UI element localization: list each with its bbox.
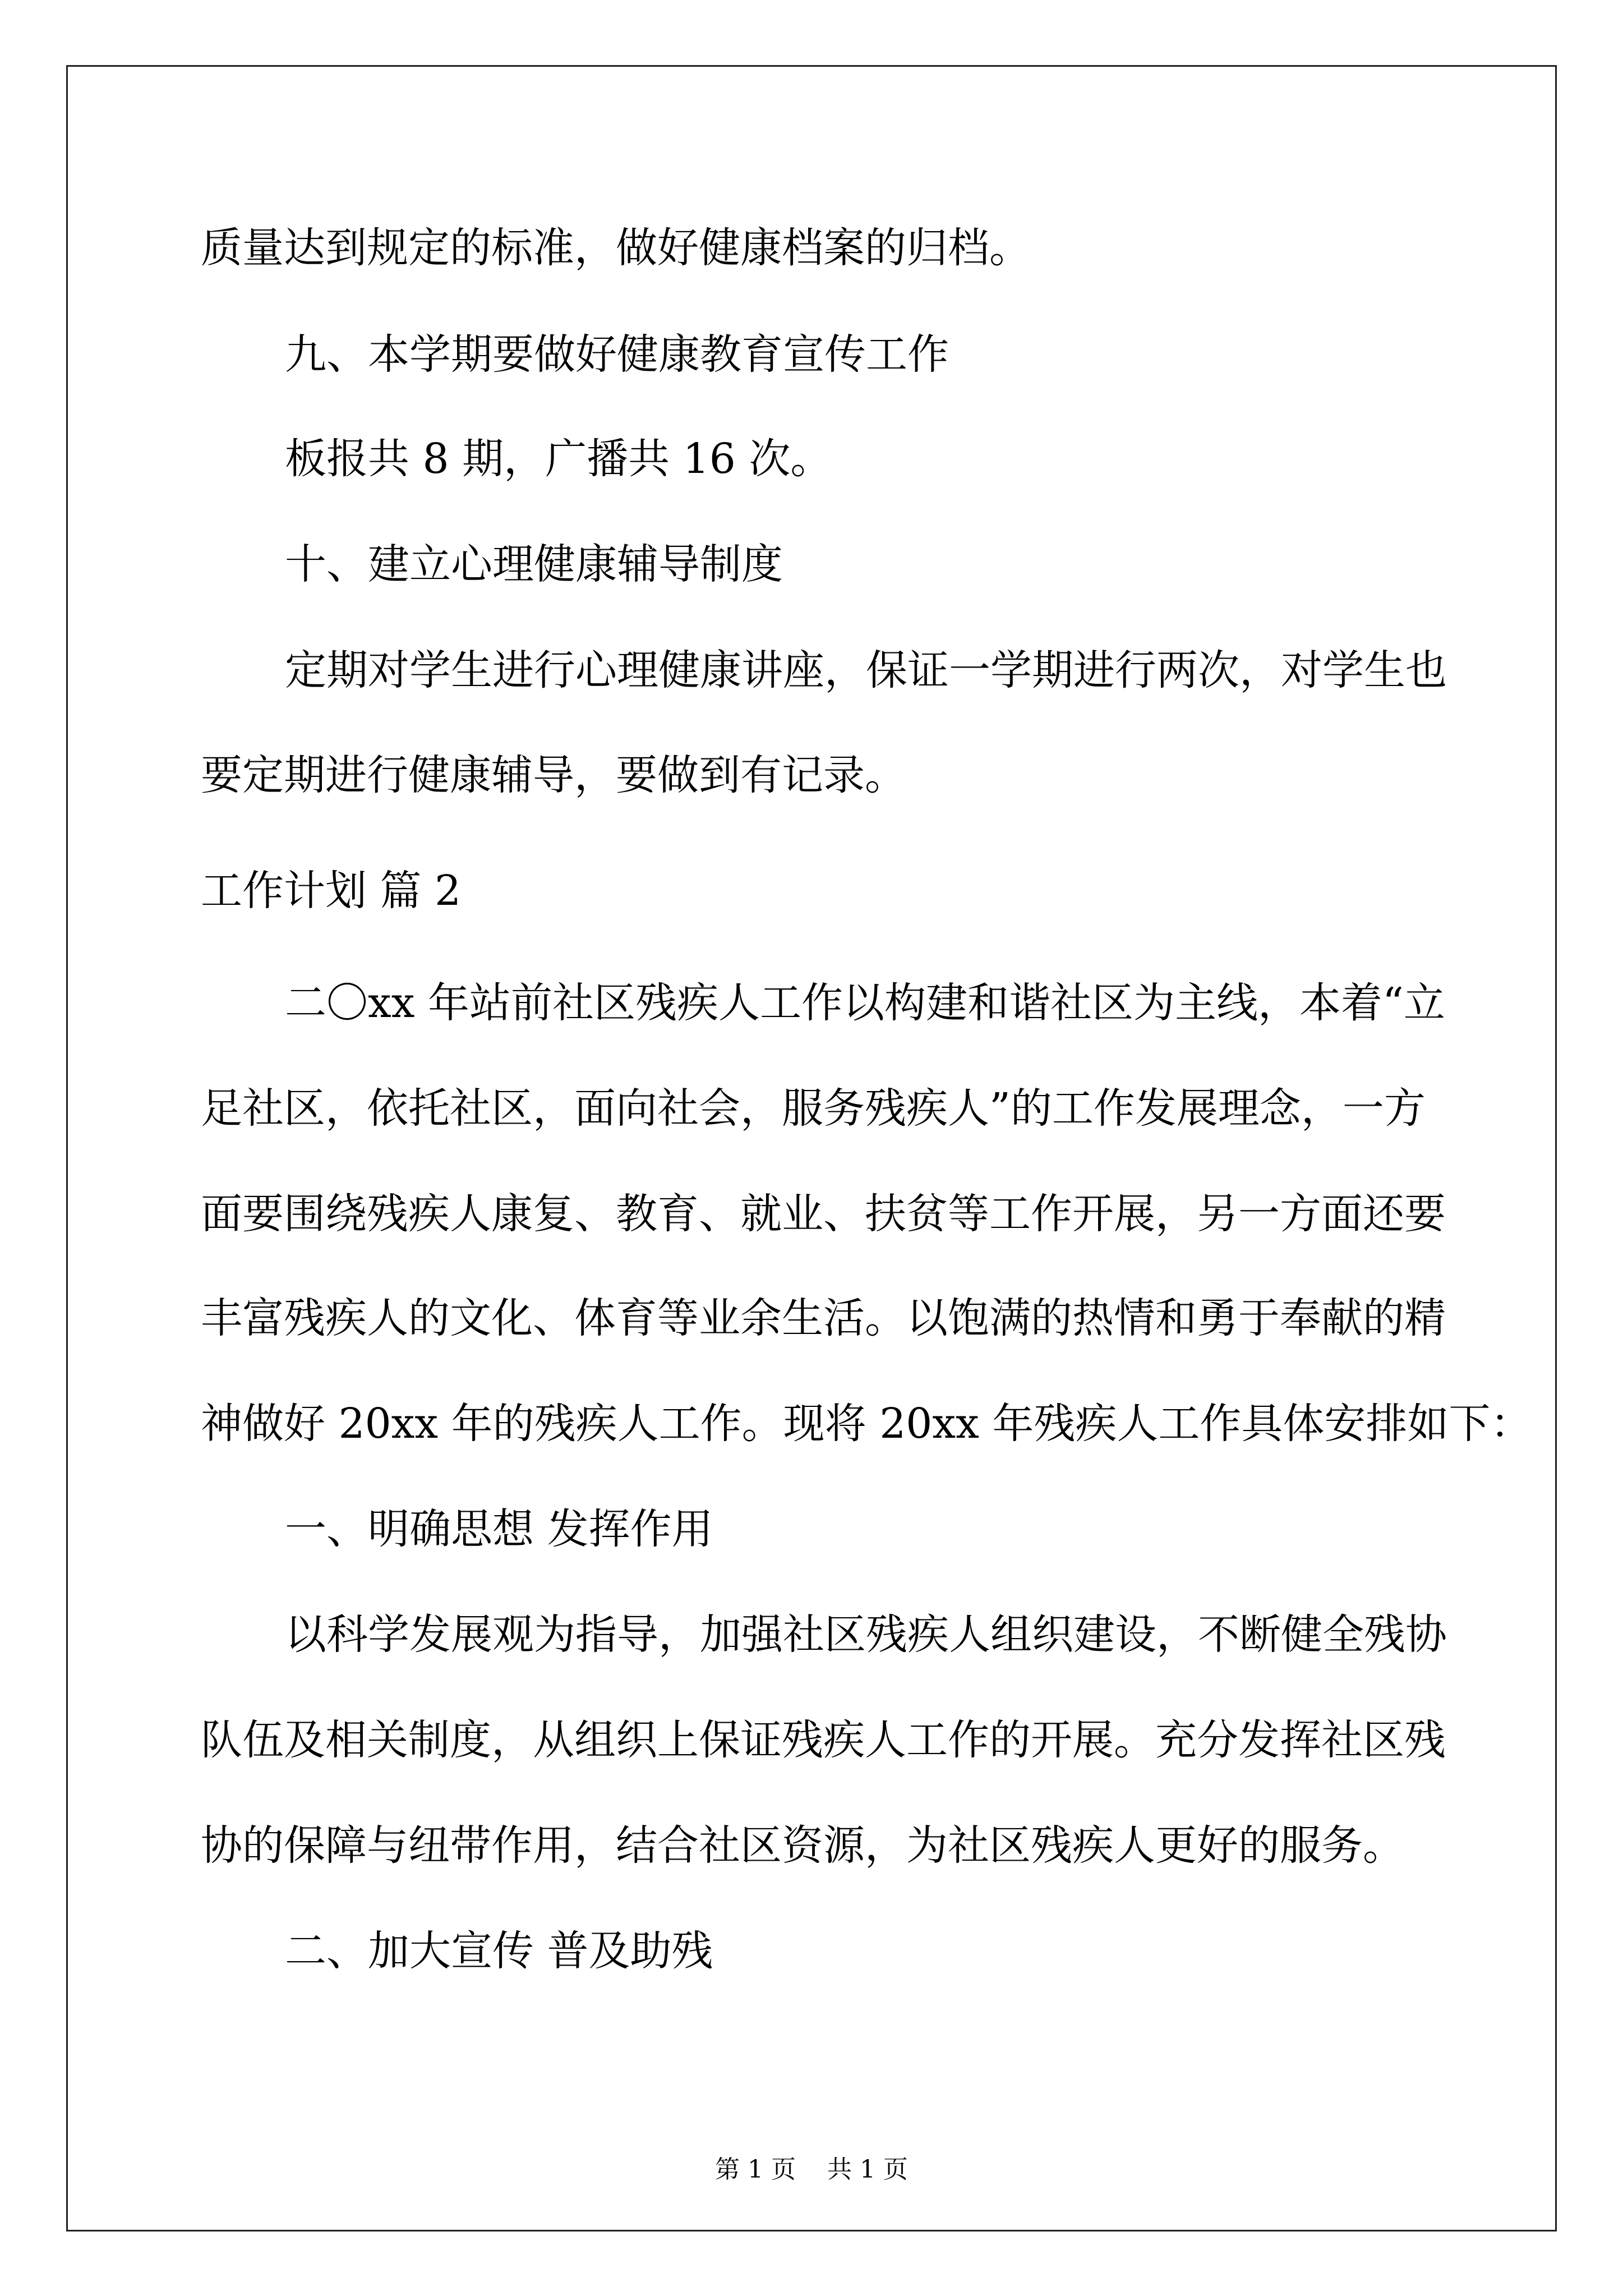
section-heading: 二、加大宣传 普及助残 xyxy=(285,1927,713,1975)
text-line: 神做好 20xx 年的残疾人工作。现将 20xx 年残疾人工作具体安排如下： xyxy=(201,1400,1532,1448)
text-line: 丰富残疾人的文化、体育等业余生活。以饱满的热情和勇于奉献的精 xyxy=(201,1294,1446,1342)
article-title: 工作计划 篇 2 xyxy=(201,867,462,915)
text-line: 板报共 8 期，广播共 16 次。 xyxy=(285,435,832,483)
section-heading: 十、建立心理健康辅导制度 xyxy=(285,540,783,588)
text-line: 队伍及相关制度，从组织上保证残疾人工作的开展。充分发挥社区残 xyxy=(201,1716,1446,1764)
text-line: 面要围绕残疾人康复、教育、就业、扶贫等工作开展，另一方面还要 xyxy=(201,1190,1446,1238)
text-line: 定期对学生进行心理健康讲座，保证一学期进行两次，对学生也 xyxy=(285,646,1447,694)
page-border xyxy=(66,65,1557,2231)
text-line: 足社区，依托社区，面向社会，服务残疾人”的工作发展理念，一方 xyxy=(201,1084,1426,1133)
text-line: 以科学发展观为指导，加强社区残疾人组织建设，不断健全残协 xyxy=(285,1611,1447,1659)
text-line: 协的保障与纽带作用，结合社区资源，为社区残疾人更好的服务。 xyxy=(201,1821,1404,1870)
text-line: 二〇xx 年站前社区残疾人工作以构建和谐社区为主线，本着“立 xyxy=(285,979,1445,1027)
text-line: 要定期进行健康辅导，要做到有记录。 xyxy=(201,751,906,799)
section-heading: 九、本学期要做好健康教育宣传工作 xyxy=(285,330,949,379)
text-line: 质量达到规定的标准，做好健康档案的归档。 xyxy=(201,224,1031,272)
section-heading: 一、明确思想 发挥作用 xyxy=(285,1505,713,1553)
page-footer: 第 1 页 共 1 页 xyxy=(715,2155,908,2184)
